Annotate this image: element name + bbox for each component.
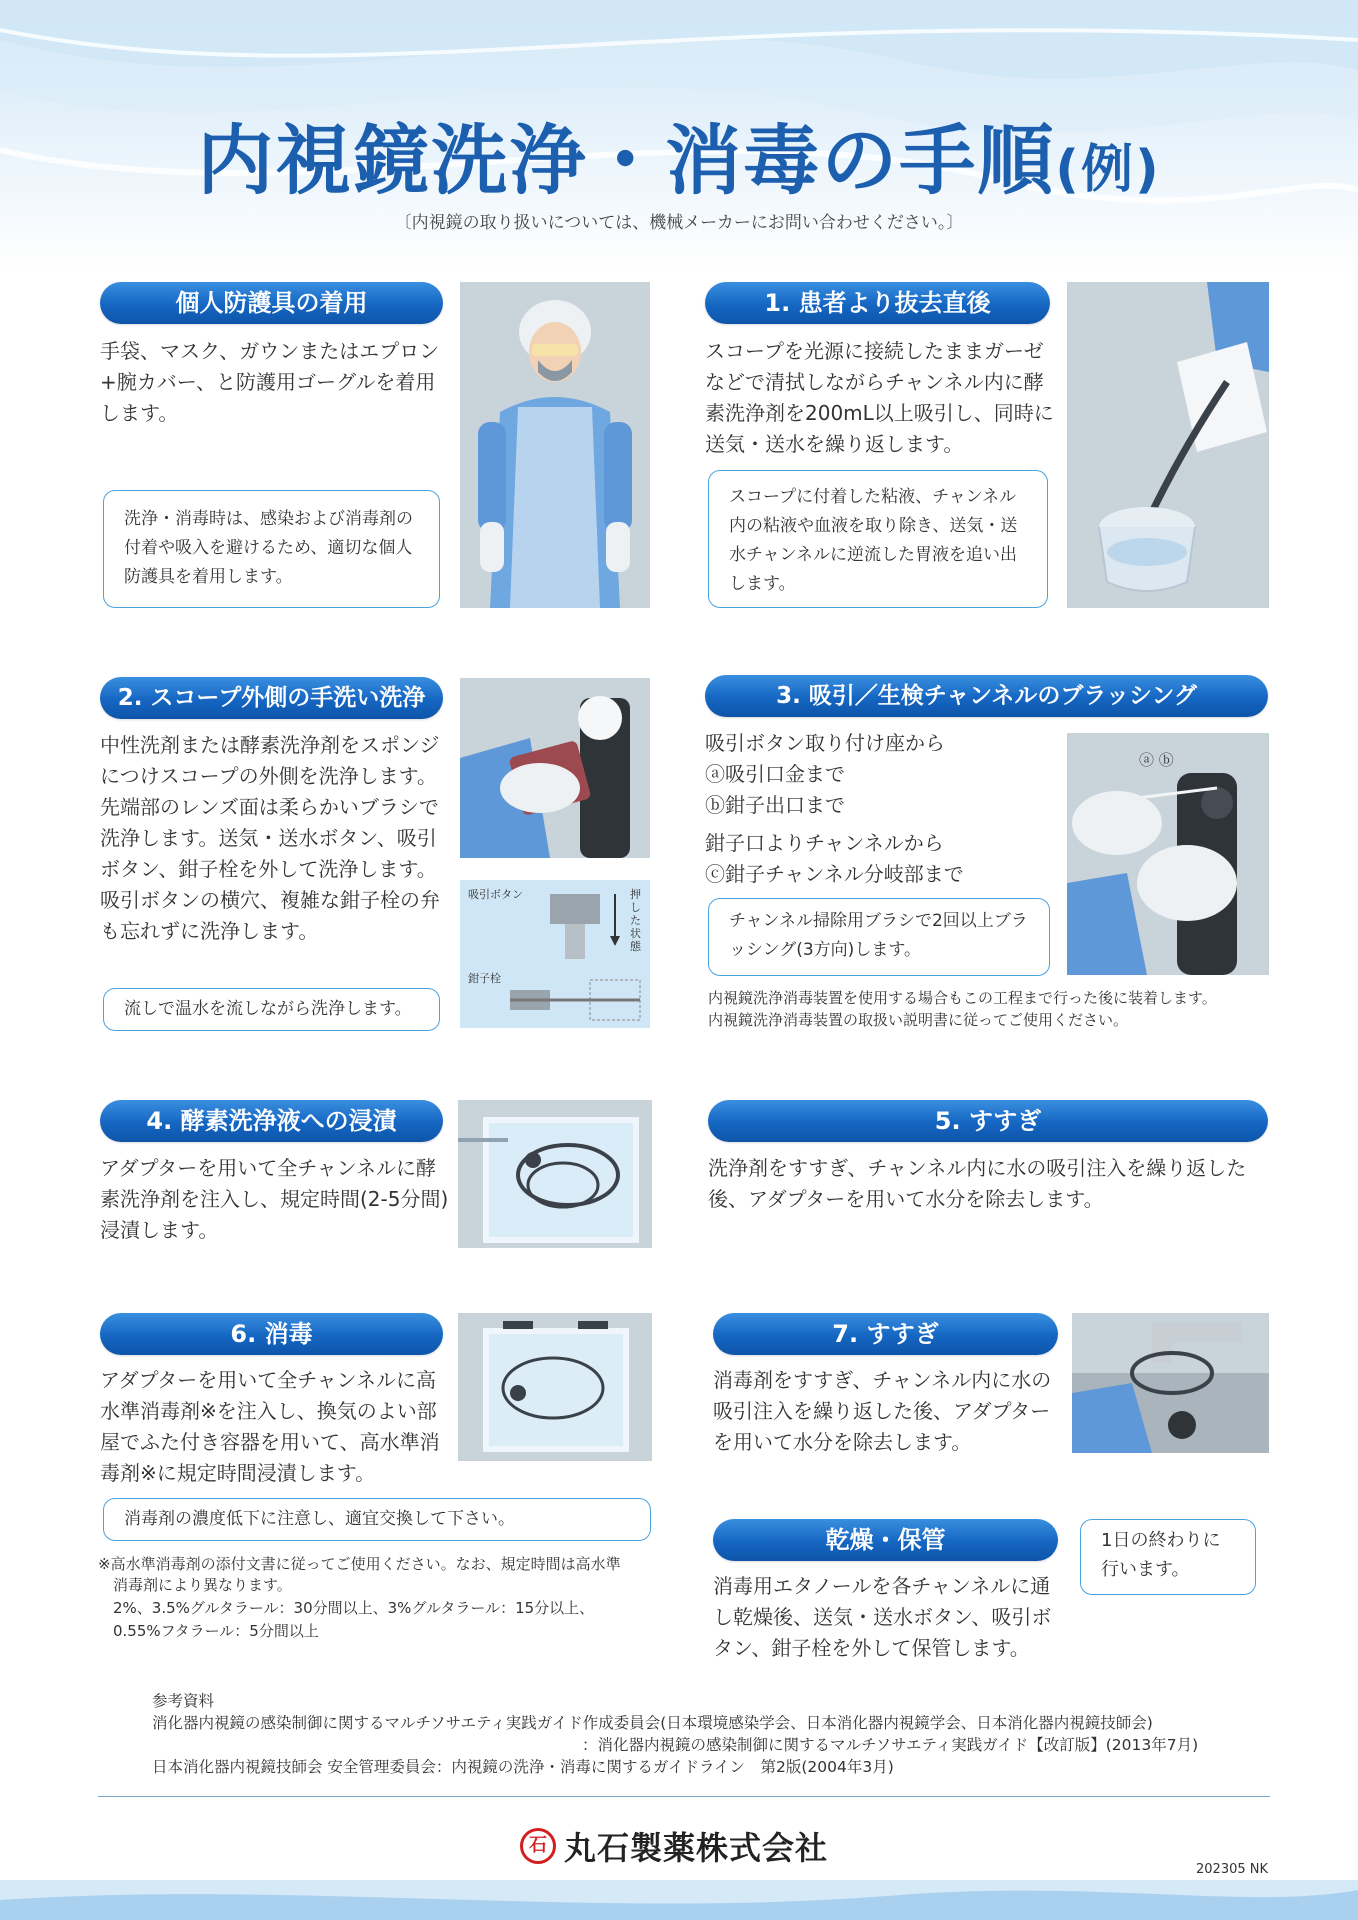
step6-footnote3: 2%、3.5%グルタラール：30分間以上、3%グルタラール：15分以上、 (113, 1599, 595, 1617)
step1-illustration (1067, 282, 1269, 608)
footer-divider (98, 1796, 1270, 1797)
company-logo-mark: 石 (520, 1828, 556, 1864)
references-heading: 参考資料 (152, 1692, 215, 1710)
immersion-tray-icon (458, 1100, 652, 1248)
section-title-step4: 4. 酵素洗浄液への浸漬 (100, 1100, 443, 1142)
company-logo (520, 1822, 828, 1870)
section-title-step3: 3. 吸引／生検チャンネルのブラッシング (705, 675, 1268, 717)
step3-line5: ⓒ鉗子チャンネル分岐部まで (705, 862, 964, 886)
step1-text: スコープを光源に接続したままガーゼなどで清拭しながらチャンネル内に酵素洗浄剤を200mL以上吸引し、同時に送気・送水を繰り返します。 (705, 339, 1054, 456)
step2-diagram-buttons (460, 880, 650, 1028)
step7-illustration (1072, 1313, 1269, 1453)
page-title-text: 内視鏡洗浄・消毒の手順 (197, 116, 1056, 205)
dry-note: 1日の終わりに行います。 (1080, 1519, 1256, 1595)
step2-text: 中性洗剤または酵素洗浄剤をスポンジにつけスコープの外側を洗浄します。先端部のレンズ面は柔らかいブラシで洗浄します。送気・送水ボタン、吸引ボタン、鉗子栓を外して洗浄します。吸引ボタンの横穴、複雑な鉗子栓の弁も忘れずに洗浄します。 (100, 733, 440, 943)
section-title-step6: 6. 消毒 (100, 1313, 443, 1355)
step3-line3: ⓑ鉗子出口まで (705, 793, 845, 817)
step7-text: 消毒剤をすすぎ、チャンネル内に水の吸引注入を繰り返した後、アダプターを用いて水分を除去します。 (713, 1368, 1052, 1454)
person-in-ppe-icon (460, 282, 650, 608)
step6-note: 消毒剤の濃度低下に注意し、適宜交換して下さい。 (103, 1498, 651, 1541)
company-name: 丸石製薬株式会社 (564, 1829, 829, 1867)
reference-1: 消化器内視鏡の感染制御に関するマルチソサエティ実践ガイド作成委員会(日本環境感染学会、日本消化器内視鏡学会、日本消化器内視鏡技師会) (152, 1714, 1153, 1732)
scope-washing-sponge-icon (460, 678, 650, 858)
document-code: 202305 NK (1196, 1862, 1269, 1877)
step3-footnote2: 内視鏡洗浄消毒装置の取扱い説明書に従ってご使用ください。 (708, 1011, 1129, 1029)
footer-wave-background (0, 1880, 1358, 1920)
step3-footnote1: 内視鏡洗浄消毒装置を使用する場合もこの工程まで行った後に装着します。 (708, 989, 1217, 1007)
step2-illustration-washing (460, 678, 650, 858)
dry-text: 消毒用エタノールを各チャンネルに通し乾燥後、送気・送水ボタン、吸引ボタン、鉗子栓を外して保管します。 (713, 1574, 1052, 1660)
diagram-label-suction-button: 吸引ボタン (468, 888, 523, 901)
step3-line4: 鉗子口よりチャンネルから (705, 831, 944, 855)
step4-text: アダプターを用いて全チャンネルに酵素洗浄剤を注入し、規定時間(2-5分間)浸漬します。 (100, 1156, 449, 1242)
page-subtitle: 〔内視鏡の取り扱いについては、機械メーカーにお問い合わせください。〕 (394, 213, 964, 233)
scope-suction-cup-icon (1067, 282, 1269, 608)
section-title-step7: 7. すすぎ (713, 1313, 1058, 1355)
page-title-suffix: (例) (1055, 140, 1161, 200)
step6-text: アダプターを用いて全チャンネルに高水準消毒剤※を注入し、換気のよい部屋でふた付き容器を用いて、高水準消毒剤※に規定時間浸漬します。 (100, 1368, 440, 1485)
step3-note: チャンネル掃除用ブラシで2回以上ブラッシング(3方向)します。 (708, 898, 1050, 976)
ppe-illustration (460, 282, 650, 608)
reference-2: 日本消化器内視鏡技師会 安全管理委員会：内視鏡の洗浄・消毒に関するガイドライン 第2版(2004年3月) (152, 1758, 894, 1776)
step6-footnote1: ※高水準消毒剤の添付文書に従ってご使用ください。なお、規定時間は高水準 (98, 1555, 621, 1573)
references (152, 1690, 1252, 1778)
step3-illustration (1067, 733, 1269, 975)
suction-button-cross-section-icon (460, 880, 650, 1028)
step2-note: 流しで温水を流しながら洗浄します。 (103, 988, 440, 1031)
section-title-step5: 5. すすぎ (708, 1100, 1268, 1142)
diagram-label-forceps-plug: 鉗子栓 (468, 972, 501, 985)
section-title-ppe: 個人防護具の着用 (100, 282, 443, 324)
ppe-text: 手袋、マスク、ガウンまたはエプロン+腕カバー、と防護用ゴーグルを着用します。 (100, 339, 440, 425)
disinfection-container-icon (458, 1313, 652, 1461)
section-title-step1: 1. 患者より抜去直後 (705, 282, 1050, 324)
step4-illustration (458, 1100, 652, 1248)
step6-footnote4: 0.55%フタラール：5分間以上 (113, 1622, 319, 1640)
page-title (0, 100, 1358, 209)
marker-a-b: ⓐ ⓑ (1139, 751, 1174, 769)
channel-brushing-icon (1067, 733, 1269, 975)
step5-text: 洗浄剤をすすぎ、チャンネル内に水の吸引注入を繰り返した後、アダプターを用いて水分を除去します。 (708, 1156, 1247, 1211)
section-title-dry: 乾燥・保管 (713, 1519, 1058, 1561)
step1-note: スコープに付着した粘液、チャンネル内の粘液や血液を取り除き、送気・送水チャンネルに逆流した胃液を追い出します。 (708, 470, 1048, 608)
faucet-rinse-icon (1072, 1313, 1269, 1453)
ppe-note: 洗浄・消毒時は、感染および消毒剤の付着や吸入を避けるため、適切な個人防護具を着用します。 (103, 490, 440, 608)
step3-line1: 吸引ボタン取り付け座から (705, 731, 945, 755)
diagram-label-pressed: 押した状態 (630, 888, 641, 953)
reference-1-continued: ：消化器内視鏡の感染制御に関するマルチソサエティ実践ガイド【改訂版】(2013年7月) (582, 1736, 1199, 1754)
section-title-step2: 2. スコープ外側の手洗い洗浄 (100, 677, 443, 719)
step3-line2: ⓐ吸引口金まで (705, 762, 845, 786)
step6-illustration (458, 1313, 652, 1461)
step6-footnote2: 消毒剤により異なります。 (113, 1576, 292, 1594)
